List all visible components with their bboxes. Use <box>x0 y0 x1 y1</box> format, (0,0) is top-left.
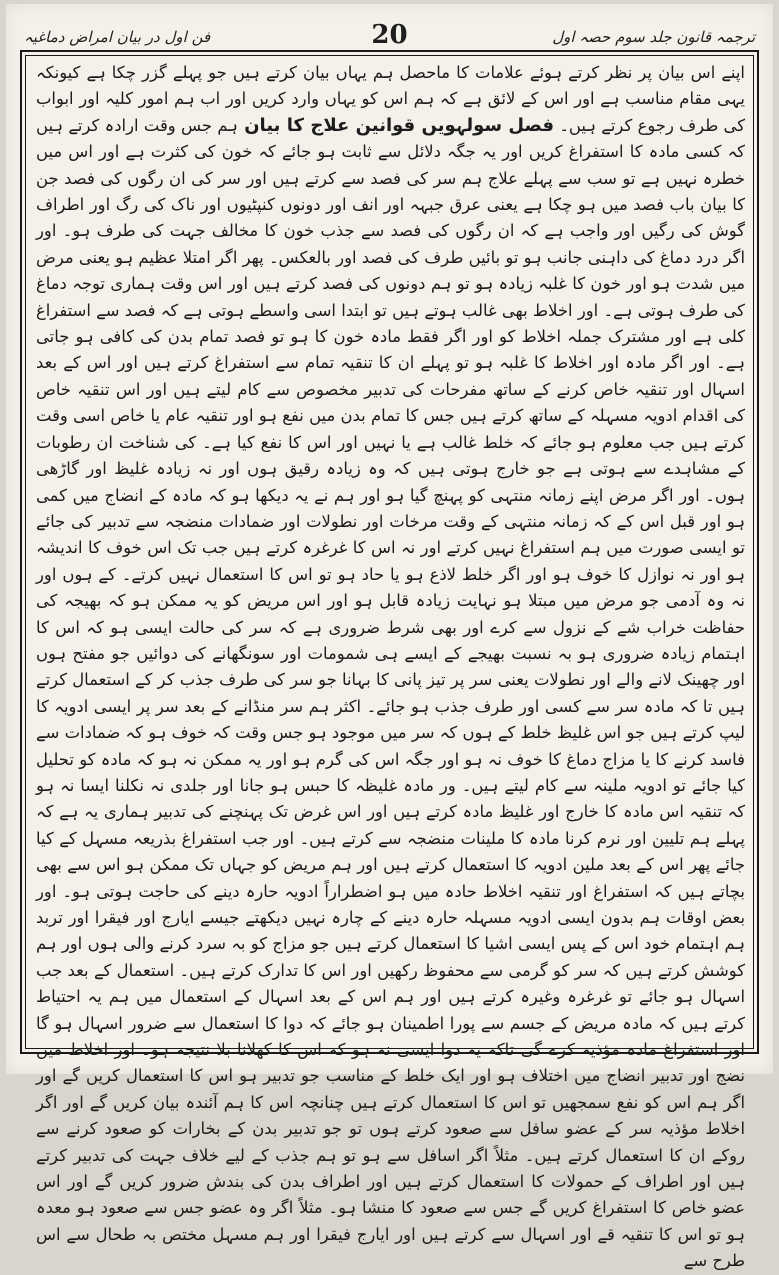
text-frame <box>20 50 759 1271</box>
paragraph-text: استعمال کے بعد جب اسہال ہو جائے تو غرغرہ وغیرہ کرتے ہیں اور ہم اس کے بعد اسہال کے استعمال میں ہم یہ احتیاط کرتے ہیں کہ مادہ مریض کے جسم سے پورا اطمینان ہو جائے کہ دوا کا استعمال سے ضرور اسہال ہو گا اور استفراغ مادہ مؤذیہ کرے گی تاکہ یہ دوا ایسی نہ ہو کہ اس کا کھلانا بلا نتیجہ ہو۔ اور اخلاط میں نضج اور تدبیر انضاج میں اختلاف ہو اور ایک خلط کے مناسب جو تدبیر ہو اس کا استعمال کریں گے اور اگر ہم اس کو نفع سمجھیں تو اس کا استعمال کرتے ہیں چنانچہ اس کا ہم آئندہ بیان کریں گے اور اگر اخلاط مؤذیہ سر کے عضو سافل سے صعود کرتے ہوں تو جو تدبیر بدن کے بخارات کو صعود کرنے سے روکے ان کا استعمال کرتے ہیں۔ مثلاً اگر اسافل سے ہو تو ہم جذب کے لیے خلاف جہت کی تدبیر کرتے ہیں اور اطراف کے حمولات کا استعمال کرتے ہیں اور اطراف بدن کی بندش ضرور کریں گے اور اس عضو خاص کا استفراغ کریں گے جس سے صعود کا منشا ہو۔ مثلاً اگر وہ عضو جس سے صعود ہو معدہ ہو تو اس کا تنقیہ قے اور اسہال سے کرتے ہیں اور ایارج فیقرا اور ہم مسہل مختص بہ طحال سے اس طرح سے <box>36 960 745 1271</box>
page-number: 20 <box>371 20 408 50</box>
body-text <box>36 60 746 1271</box>
paragraph-text: کے ہوں اور نہ وہ آدمی جو مرض میں مبتلا ہو نہایت زیادہ قابل ہو اور اس مریض کو یہ ممکن ہو کہ بھیجہ کی حفاظت خراب شے کے نزول سے کرے اور بھی شرط ضروری ہے کہ سر کی حالت ایسی ہو کہ اس کا اہتمام زیادہ ضروری ہو بہ نسبت بھیجے کے ایسے ہی شمومات اور سونگھانے کی دوائیں جو مفتح ہوں اور چھینک لانے والے اور نطولات یعنی سر پر تیز پانی کا بہانا جو سر کی طرف جذب کر کے استعمال کرتے ہیں تا کہ مادہ سر سے کسی اور طرف جذب ہو جائے۔ اکثر ہم سر منڈانے کے بعد سر پر ایسی ادویہ کا لیپ کرتے ہیں جو اس غلیظ خلط کے ہوں کہ سر میں موجود ہو جس وقت کہ خوف ہو کہ ضمادات سے فاسد کرنے کا یا مزاج دماغ کا خوف نہ ہو اور جگہ اس کی گرم ہو اور یہ ممکن نہ ہو کہ مادہ کو تحلیل کیا جائے تو ادویہ ملینہ سے کام لیتے ہیں۔ <box>36 564 745 795</box>
paragraph-text: ہم جس وقت ارادہ کرتے ہیں کہ کسی مادہ کا استفراغ کریں اور یہ جگہ دلائل سے ثابت ہو جائے کہ خون کی کثرت ہے اور اس میں خطرہ نہیں ہے تو سب سے پہلے علاج ہم سر کی فصد سے کرتے ہیں اور سر کی ان رگوں کی فصد جن کا بیان باب فصد میں ہو چکا ہے یعنی عرق جبہہ اور انف اور دونوں کنپٹیوں اور ناک کی رگ اور اطراف گوش کی رگیں اور واجب ہے کہ ان رگوں کی فصد سے جذب خون کا مخالف جہت کی طرف ہو۔ اور اگر درد دماغ کی داہنی جانب ہو تو بائیں طرف کی فصد اور بالعکس۔ پھر اگر امتلا عظیم ہو یعنی مرض میں شدت ہو اور خون کا غلبہ زیادہ ہو تو ہم دونوں کی فصد کرتے ہیں اور اس وقت ہماری توجہ دماغ کی طرف ہوتی ہے۔ اور اخلاط بھی غالب ہوتے ہیں تو ابتدا اسی واسطے ہوتی ہے کہ فصد سے استفراغ کلی ہے اور مشترک جملہ اخلاط کو اور اگر فقط مادہ خون کا ہو تو فصد تمام بدن کی کافی ہو جاتی ہے۔ اور اگر مادہ اور اخلاط کا غلبہ ہو تو پہلے ان کا تنقیہ تمام سے استفراغ کرتے ہیں اور اس کے بعد اسہال اور تنقیہ خاص کرنے کے ساتھ مفرحات کی تدبیر مخصوص سے کام لیتے ہیں اور اس تنقیہ خاص کی اقدام ادویہ مسہلہ کے ساتھ کرتے ہیں جس کا تمام بدن میں نفع ہو اور تنقیہ عام یا خاص اسی وقت کرتے ہیں جب معلوم ہو جائے کہ خلط غالب ہے یا نہیں اور اس کا نفع کیا ہے۔ <box>36 115 746 452</box>
paragraph-text: اپنے اس بیان پر نظر کرتے ہوئے علامات کا ماحصل ہم یہاں بیان کرتے ہیں جو پہلے گزر چکا ہے کیونکہ یہی مقام مناسب ہے اور اس کے لائق ہے کہ ہم اس کو یہاں وارد کریں اور اب ہم امور کلیہ اور ابواب کی طرف رجوع کرتے ہیں۔ <box>36 63 745 135</box>
paragraph-text: کی شناخت ان رطوبات کے مشاہدے سے ہوتی ہے جو خارج ہوتی ہیں کہ وہ زیادہ رقیق ہوں اور نہ زیادہ غلیظ اور گاڑھی ہوں۔ اور اگر مرض اپنے زمانہ منتہی کو پہنچ گیا ہو اور ہم نے یہ دیکھا ہو کہ مادہ کے انضاج میں کمی ہو اور قبل اس کے کہ زمانہ منتہی کے وقت مرخات اور نطولات اور ضمادات منضجہ سے تدبیر کی جائے تو ایسی صورت میں ہم استفراغ نہیں کرتے اور نہ اس کا غرغرہ کرتے ہیں جب تک اس خوف کا اندیشہ ہو اور نہ نوازل کا خوف ہو اور اگر خلط لاذع ہو یا حاد ہو تو اس کا استعمال نہیں کرتے۔ <box>36 432 745 584</box>
document-page <box>6 4 773 1271</box>
paragraph-text: ور مادہ غلیظہ کا حبس ہو جانا اور جلدی نہ نکلنا ایسا نہ ہو کہ تنقیہ اس مادہ کا خارج اور غلیظ مادہ کرتے ہیں اور اس غرض تک پہنچنے کی تدبیر ہماری یہ ہے کہ پہلے ہم تلیین اور نرم کرنا مادہ کا ملینات منضجہ سے کرتے ہیں۔ اور جب استفراغ بذریعہ مسہل کے کیا جائے پھر اس کے بعد ملین ادویہ کا استعمال کرتے ہیں اور ہم مریض کو جہاں تک ممکن ہو اس سے بھی بچاتے ہیں کہ استفراغ اور تنقیہ اخلاط حادہ میں ہو اضطراراً ادویہ حارہ دینے کی حاجت ہوتی ہو۔ اور بعض اوقات ہم بدون ایسی ادویہ مسہلہ حارہ دینے کے چارہ نہیں دیکھتے جیسے ایارج اور فیقرا اور تربد ہم اہتمام خود اس کے پس ایسی اشیا کا استعمال کرتے ہیں جو مزاج کو بہ سرد کرنے والی ہوں اور ہم کوشش کرتے ہیں کہ سر کو گرمی سے محفوظ رکھیں اور اس کا تدارک کرتے ہیں۔ <box>36 775 745 980</box>
paragraph <box>36 60 745 1275</box>
section-heading: فصل سولہویں قوانین علاج کا بیان <box>237 114 555 136</box>
running-title-left: فن اول در بیان امراض دماغیہ <box>24 28 211 46</box>
running-title-right: ترجمہ قانون جلد سوم حصہ اول <box>552 28 755 46</box>
